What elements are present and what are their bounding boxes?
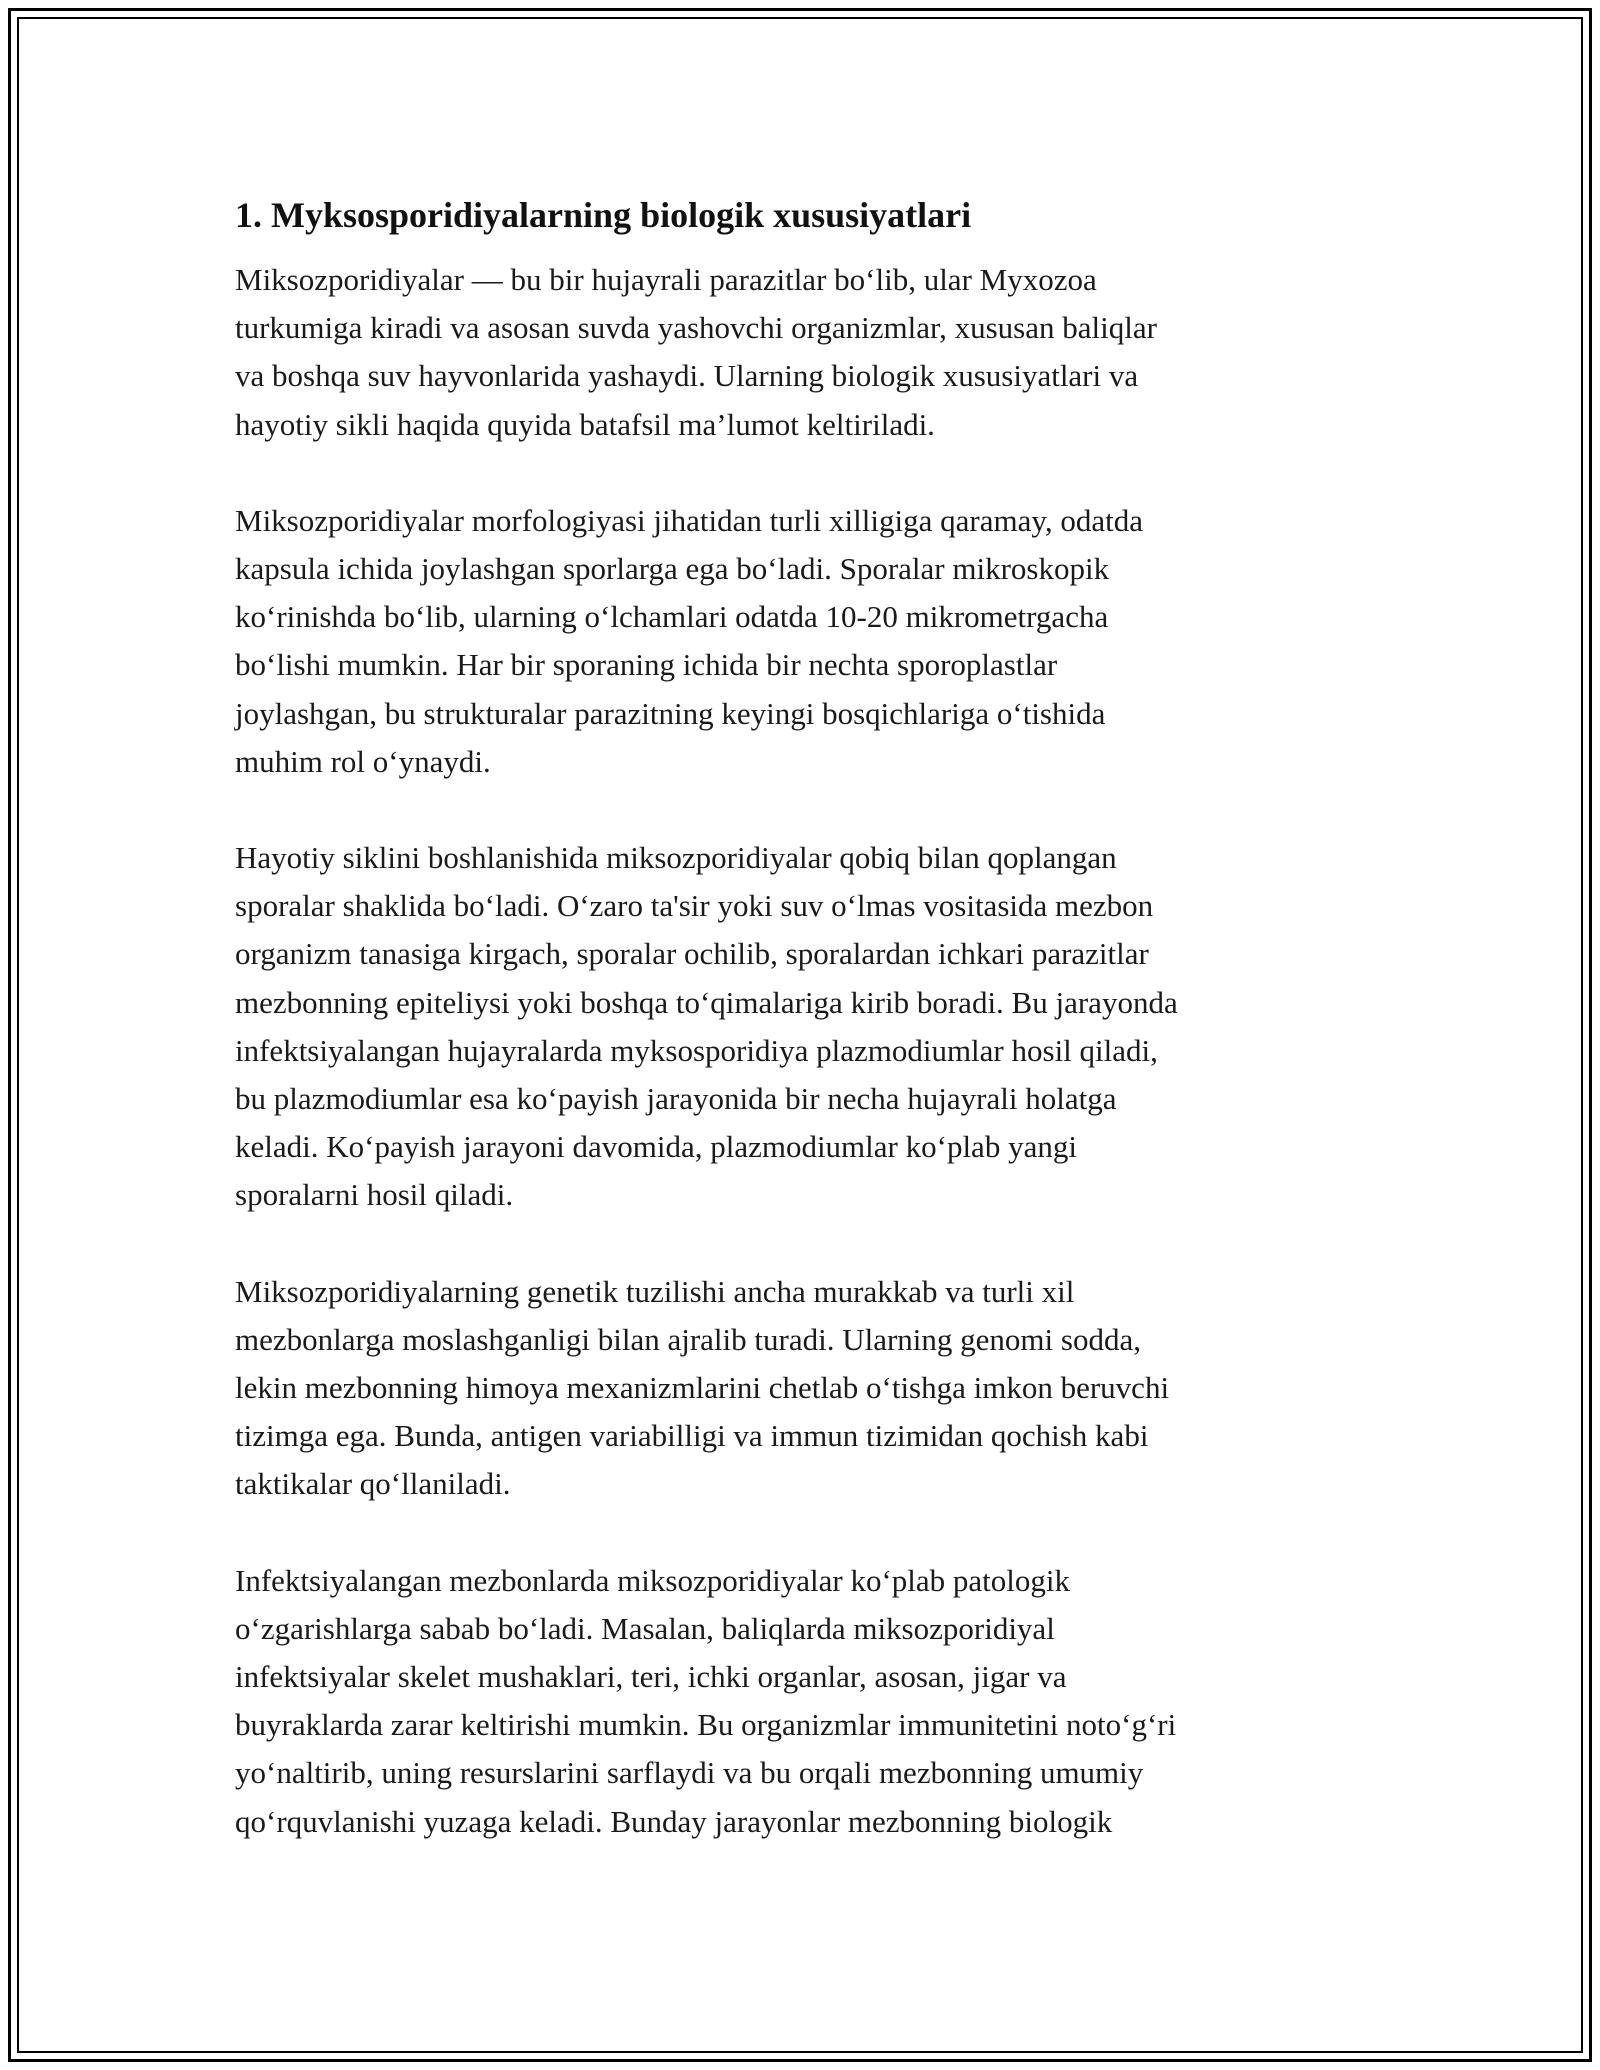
section-heading: 1. Myksosporidiyalarning biologik xususiyatlari [235, 195, 972, 235]
text-line: buyraklarda zarar keltirishi mumkin. Bu organizmlar immunitetini noto‘g‘ri [235, 1707, 1177, 1743]
text-line: sporalar shaklida bo‘ladi. O‘zaro ta'sir yoki suv o‘lmas vositasida mezbon [235, 888, 1154, 924]
text-line: qo‘rquvlanishi yuzaga keladi. Bunday jarayonlar mezbonning biologik [235, 1803, 1113, 1839]
text-line: va boshqa suv hayvonlarida yashaydi. Ularning biologik xususiyatlari va [235, 358, 1139, 394]
text-line: tizimga ega. Bunda, antigen variabilligi va immun tizimidan qochish kabi [235, 1418, 1149, 1454]
text-line: Miksozporidiyalarning genetik tuzilishi ancha murakkab va turli xil [235, 1273, 1075, 1309]
paragraph-pathology [235, 1557, 1365, 1846]
paragraph-intro [235, 256, 1365, 449]
text-line: organizm tanasiga kirgach, sporalar ochilib, sporalardan ichkari parazitlar [235, 936, 1149, 972]
paragraph-genetics [235, 1268, 1365, 1509]
text-line: bu plazmodiumlar esa ko‘payish jarayonida bir necha hujayrali holatga [235, 1081, 1117, 1117]
paragraph-morphology [235, 497, 1365, 786]
text-line: Hayotiy siklini boshlanishida miksozporidiyalar qobiq bilan qoplangan [235, 840, 1117, 876]
text-line: Miksozporidiyalar morfologiyasi jihatidan turli xilligiga qaramay, odatda [235, 502, 1143, 538]
text-line: kapsula ichida joylashgan sporlarga ega bo‘ladi. Sporalar mikroskopik [235, 551, 1110, 587]
text-line: taktikalar qo‘llaniladi. [235, 1466, 511, 1502]
text-line: mezbonlarga moslashganligi bilan ajralib turadi. Ularning genomi sodda, [235, 1321, 1141, 1357]
text-line: hayotiy sikli haqida quyida batafsil ma’lumot keltiriladi. [235, 406, 935, 442]
text-line: bo‘lishi mumkin. Har bir sporaning ichida bir nechta sporoplastlar [235, 647, 1058, 683]
text-line: keladi. Ko‘payish jarayoni davomida, plazmodiumlar ko‘plab yangi [235, 1129, 1077, 1165]
text-line: infektsiyalar skelet mushaklari, teri, ichki organlar, asosan, jigar va [235, 1659, 1067, 1695]
text-line: yo‘naltirib, uning resurslarini sarflaydi va bu orqali mezbonning umumiy [235, 1755, 1144, 1791]
text-line: Miksozporidiyalar — bu bir hujayrali parazitlar bo‘lib, ular Myxozoa [235, 262, 1097, 297]
text-line: lekin mezbonning himoya mexanizmlarini chetlab o‘tishga imkon beruvchi [235, 1370, 1170, 1406]
text-line: turkumiga kiradi va asosan suvda yashovchi organizmlar, xususan baliqlar [235, 310, 1157, 346]
document-body [235, 186, 1365, 1894]
text-line: Infektsiyalangan mezbonlarda miksozporidiyalar ko‘plab patologik [235, 1562, 1071, 1598]
text-line: joylashgan, bu strukturalar parazitning keyingi bosqichlariga o‘tishida [235, 695, 1106, 731]
paragraph-life-cycle [235, 834, 1365, 1220]
text-line: o‘zgarishlarga sabab bo‘ladi. Masalan, baliqlarda miksozporidiyal [235, 1610, 1055, 1646]
text-line: infektsiyalangan hujayralarda myksosporidiya plazmodiumlar hosil qiladi, [235, 1032, 1158, 1068]
text-line: muhim rol o‘ynaydi. [235, 743, 491, 779]
text-line: ko‘rinishda bo‘lib, ularning o‘lchamlari odatda 10-20 mikrometrgacha [235, 599, 1109, 635]
text-line: mezbonning epiteliysi yoki boshqa to‘qimalariga kirib boradi. Bu jarayonda [235, 984, 1178, 1020]
text-line: sporalarni hosil qiladi. [235, 1177, 514, 1213]
